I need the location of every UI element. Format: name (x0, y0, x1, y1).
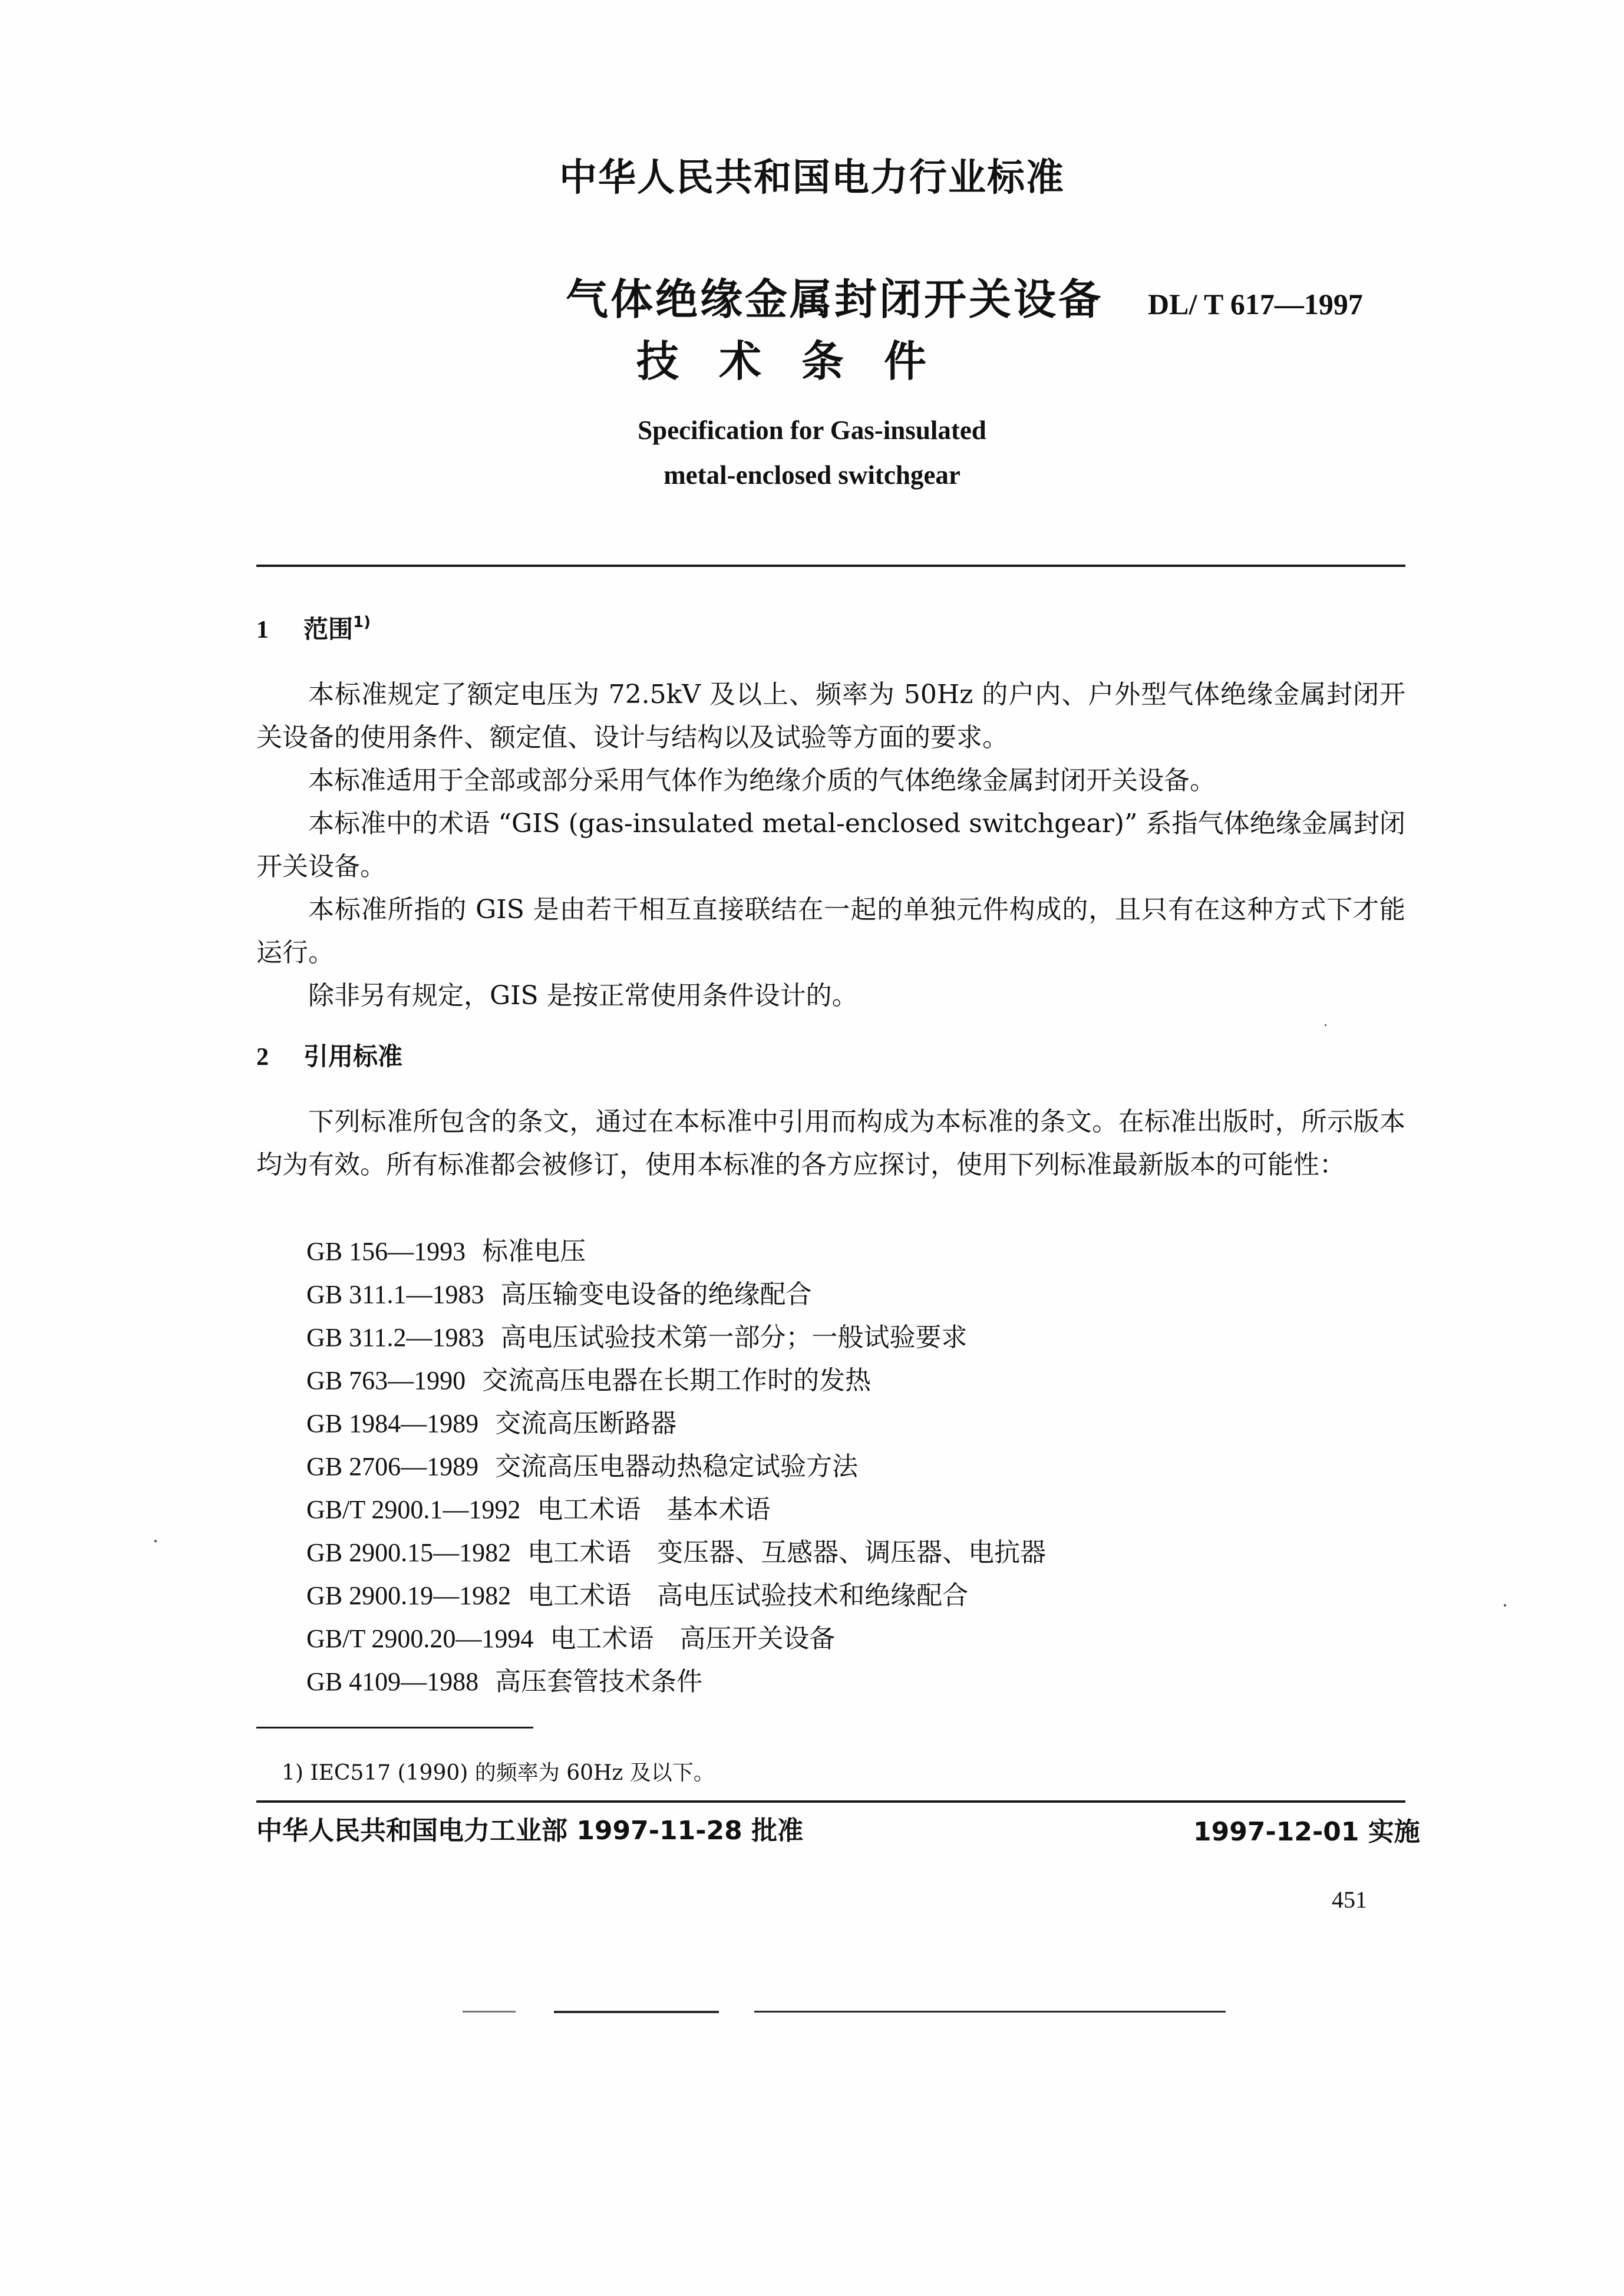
reference-title: 高电压试验技术第一部分；一般试验要求 (500, 1322, 968, 1352)
scan-speck (1325, 1024, 1326, 1026)
reference-code: GB 763—1990 (306, 1366, 466, 1395)
standard-code: DL/ T 617—1997 (1148, 288, 1363, 321)
scan-artifact (463, 2011, 516, 2013)
scan-speck (154, 1540, 157, 1542)
reference-title: 电工术语 基本术语 (537, 1495, 771, 1525)
reference-item (306, 1402, 676, 1440)
reference-title: 电工术语 变压器、互感器、调压器、电抗器 (527, 1538, 1047, 1568)
reference-item (306, 1316, 968, 1354)
scan-artifact (754, 2011, 1226, 2013)
footer-divider (256, 1800, 1405, 1803)
footnote-divider (256, 1727, 533, 1728)
reference-item (306, 1273, 812, 1311)
reference-item (306, 1359, 871, 1397)
section-1-heading (256, 610, 371, 645)
footnote-text: 1) IEC517 (1990) 的频率为 60Hz 及以下。 (282, 1761, 715, 1785)
reference-item (306, 1445, 858, 1483)
section-2-heading (256, 1037, 402, 1073)
footnote-marker: 1) (353, 613, 371, 631)
english-title-line2: metal-enclosed switchgear (664, 460, 960, 490)
page-number: 451 (1332, 1886, 1367, 1913)
reference-title: 交流高压电器在长期工作时的发热 (482, 1365, 872, 1396)
section-2-title: 引用标准 (303, 1042, 403, 1071)
section-2-intro: 下列标准所包含的条文，通过在本标准中引用而构成为本标准的条文。在标准出版时，所示版本均为有效。所有标准都会被修订，使用本标准的各方应探讨，使用下列标准最新版本的可能性： (256, 1107, 1405, 1180)
reference-code: GB 1984—1989 (306, 1409, 479, 1438)
reference-code: GB 2900.15—1982 (306, 1538, 511, 1567)
reference-item (306, 1617, 835, 1655)
reference-code: GB 4109—1988 (306, 1667, 479, 1696)
section-1-paragraph-1: 本标准规定了额定电压为 72.5kV 及以上、频率为 50Hz 的户内、户外型气体绝缘金属封闭开关设备的使用条件、额定值、设计与结构以及试验等方面的要求。 (256, 679, 1405, 753)
section-1-paragraph-4: 本标准所指的 GIS 是由若干相互直接联结在一起的单独元件构成的，且只有在这种方式下才能运行。 (256, 895, 1405, 968)
reference-code: GB 311.2—1983 (306, 1323, 484, 1352)
reference-title: 标准电压 (482, 1236, 586, 1266)
reference-code: GB/T 2900.1—1992 (306, 1495, 521, 1524)
section-1-paragraph-3: 本标准中的术语 “GIS (gas-insulated metal-enclosed switchgear)” 系指气体绝缘金属封闭开关设备。 (256, 809, 1405, 882)
reference-item (306, 1488, 770, 1526)
reference-item (306, 1574, 968, 1612)
title-divider (256, 565, 1405, 567)
english-title-line1: Specification for Gas-insulated (638, 415, 986, 445)
reference-title: 电工术语 高压开关设备 (550, 1624, 836, 1654)
reference-title: 交流高压电器动热稳定试验方法 (495, 1452, 859, 1482)
reference-code: GB 311.1—1983 (306, 1280, 484, 1309)
section-2-number: 2 (256, 1044, 269, 1071)
section-1-number: 1 (256, 616, 269, 644)
document-title-line1: 气体绝缘金属封闭开关设备 (566, 275, 1104, 324)
reference-item (306, 1660, 702, 1698)
reference-item (306, 1531, 1046, 1569)
section-1-paragraph-2: 本标准适用于全部或部分采用气体作为绝缘介质的气体绝缘金属封闭开关设备。 (308, 766, 1216, 796)
section-1-paragraph-5: 除非另有规定，GIS 是按正常使用条件设计的。 (308, 981, 858, 1011)
scan-artifact (554, 2011, 719, 2013)
section-1-title: 范围 (303, 615, 354, 644)
reference-code: GB/T 2900.20—1994 (306, 1624, 534, 1653)
reference-title: 电工术语 高电压试验技术和绝缘配合 (527, 1581, 969, 1611)
reference-title: 高压套管技术条件 (495, 1667, 703, 1697)
standard-header: 中华人民共和国电力行业标准 (559, 156, 1065, 200)
document-title-line2: 技术条件 (636, 337, 967, 386)
scan-speck (1504, 1604, 1506, 1606)
reference-title: 交流高压断路器 (495, 1408, 677, 1439)
approval-statement: 中华人民共和国电力工业部 1997-11-28 批准 (256, 1816, 804, 1846)
reference-code: GB 156—1993 (306, 1237, 466, 1266)
reference-code: GB 2706—1989 (306, 1452, 479, 1481)
reference-code: GB 2900.19—1982 (306, 1581, 511, 1610)
reference-title: 高压输变电设备的绝缘配合 (500, 1279, 812, 1309)
reference-item (306, 1230, 586, 1268)
implementation-date: 1997-12-01 实施 (1193, 1817, 1420, 1847)
